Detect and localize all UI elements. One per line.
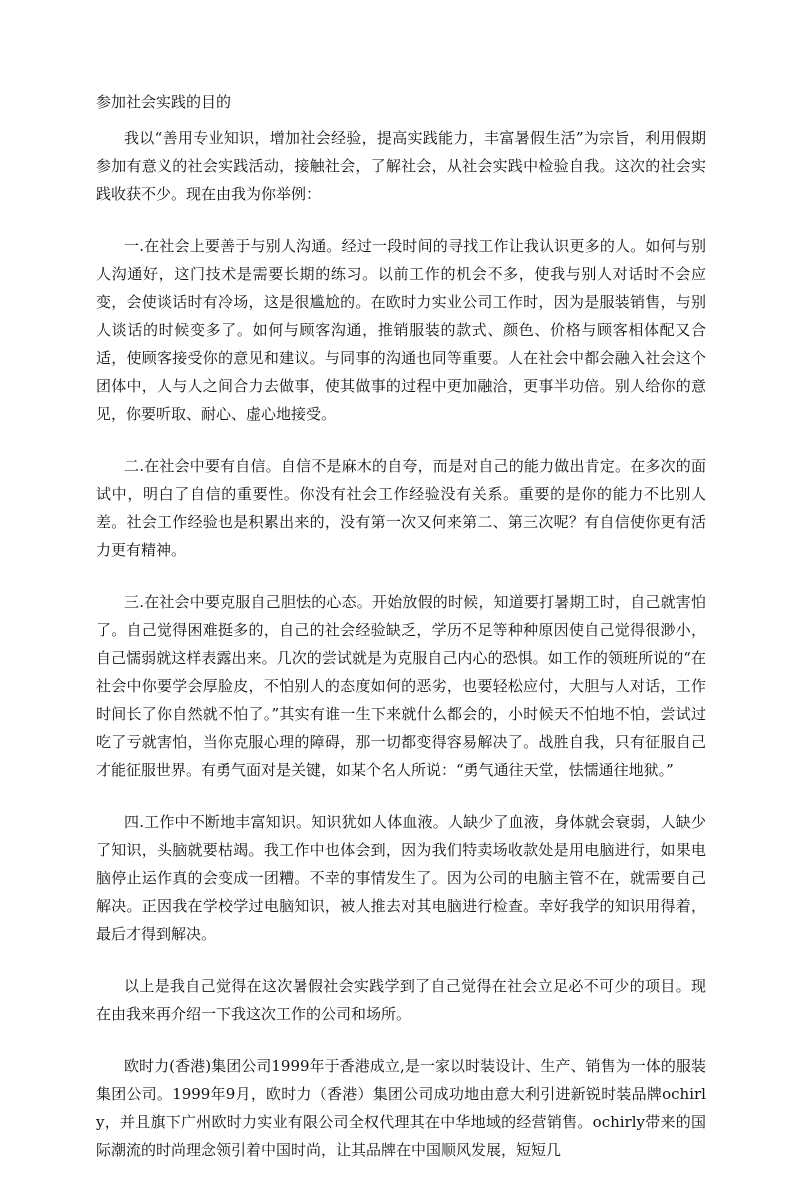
paragraph-summary: 以上是我自己觉得在这次暑假社会实践学到了自己觉得在社会立足必不可少的项目。现在由我来再介绍一下我这次工作的公司和场所。 xyxy=(96,977,706,1023)
paragraph-company: 欧时力(香港)集团公司1999年于香港成立,是一家以时装设计、生产、销售为一体的服装集团公司。1999年9月，欧时力（香港）集团公司成功地由意大利引进新锐时装品牌ochirly，并且旗下广州欧时力实业有限公司全权代理其在中华地域的经营销售。ochirly带来的国际潮流的时尚理念领引着中国时尚，让其品牌在中国顺风发展，短短几 xyxy=(96,1057,706,1159)
paragraph-courage: 三.在社会中要克服自己胆怯的心态。开始放假的时候，知道要打暑期工时，自己就害怕了。自己觉得困难挺多的，自己的社会经验缺乏，学历不足等种种原因使自己觉得很渺小，自己懦弱就这样表露出来。几次的尝试就是为克服自己内心的恐惧。如工作的领班所说的“在社会中你要学会厚脸皮，不怕别人的态度如何的恶劣，也要轻松应付，大胆与人对话，工作时间长了你自然就不怕了。”其实有谁一生下来就什么都会的，小时候天不怕地不怕，尝试过吃了亏就害怕，当你克服心理的障碍，那一切都变得容易解决了。战胜自我，只有征服自己才能征服世界。有勇气面对是关键，如某个名人所说：“勇气通往天堂，怯懦通往地狱。” xyxy=(96,593,706,779)
document-title: 参加社会实践的目的 xyxy=(96,93,232,111)
paragraph-communication: 一.在社会上要善于与别人沟通。经过一段时间的寻找工作让我认识更多的人。如何与别人沟通好，这门技术是需要长期的练习。以前工作的机会不多，使我与别人对话时不会应变，会使谈话时有冷场，这是很尴尬的。在欧时力实业公司工作时，因为是服装销售，与别人谈话的时候变多了。如何与顾客沟通，推销服装的款式、颜色、价格与顾客相体配又合适，使顾客接受你的意见和建议。与同事的沟通也同等重要。人在社会中都会融入社会这个团体中，人与人之间合力去做事，使其做事的过程中更加融洽，更事半功倍。别人给你的意见，你要听取、耐心、虚心地接受。 xyxy=(96,237,706,423)
paragraph-knowledge: 四.工作中不断地丰富知识。知识犹如人体血液。人缺少了血液，身体就会衰弱，人缺少了知识，头脑就要枯竭。我工作中也体会到，因为我们特卖场收款处是用电脑进行，如果电脑停止运作真的会变成一团糟。不幸的事情发生了。因为公司的电脑主管不在，就需要自己解决。正因我在学校学过电脑知识，被人推去对其电脑进行检查。幸好我学的知识用得着，最后才得到解决。 xyxy=(96,813,706,943)
paragraph-intro: 我以“善用专业知识，增加社会经验，提高实践能力，丰富暑假生活”为宗旨，利用假期参加有意义的社会实践活动，接触社会，了解社会，从社会实践中检验自我。这次的社会实践收获不少。现在由我为你举例： xyxy=(96,129,706,203)
paragraph-confidence: 二.在社会中要有自信。自信不是麻木的自夸，而是对自己的能力做出肯定。在多次的面试中，明白了自信的重要性。你没有社会工作经验没有关系。重要的是你的能力不比别人差。社会工作经验也是积累出来的，没有第一次又何来第二、第三次呢？有自信使你更有活力更有精神。 xyxy=(96,457,706,559)
document-page xyxy=(96,88,706,1188)
